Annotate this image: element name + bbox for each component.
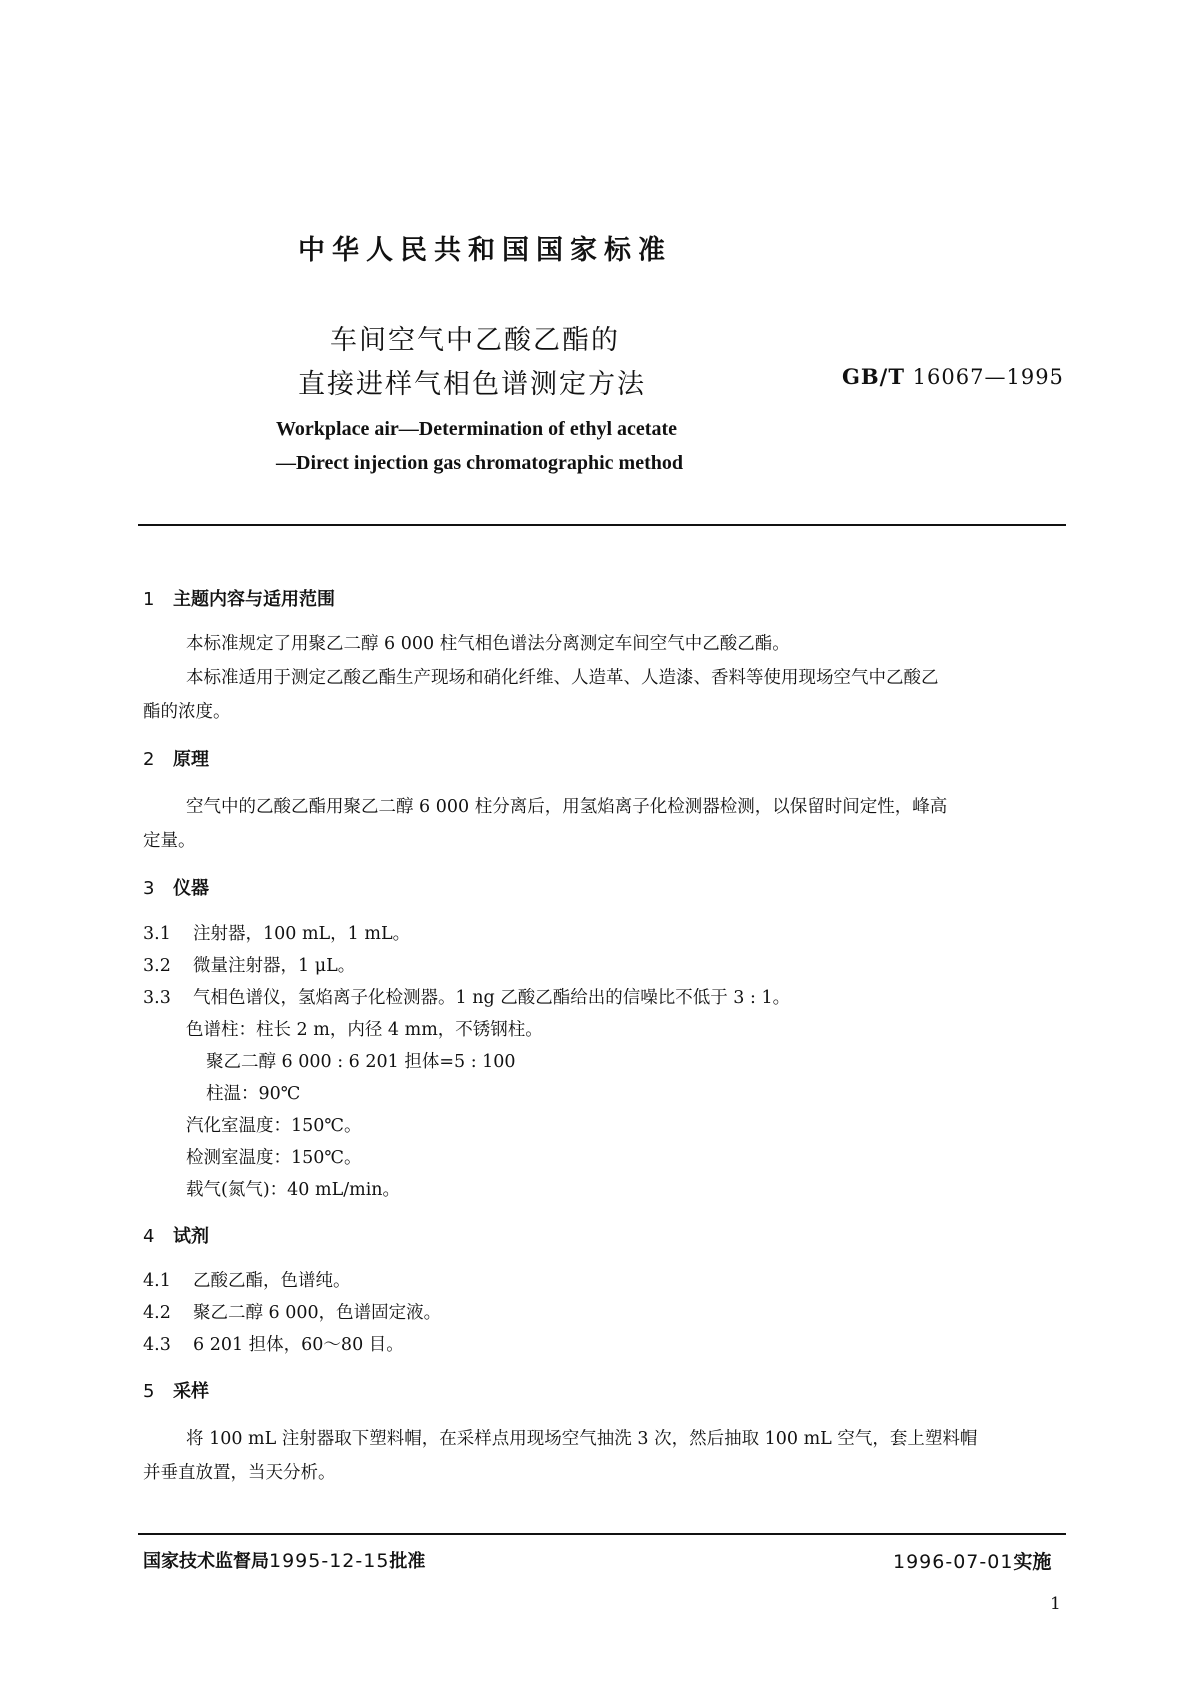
item-3-3: 3.3 气相色谱仪，氢焰离子化检测器。1 ng 乙酸乙酯给出的信噪比不低于 3 : 1。 xyxy=(143,988,791,1008)
item-4-3: 4.3 6 201 担体，60～80 目。 xyxy=(143,1335,404,1355)
section-2-paragraph: 空气中的乙酸乙酯用聚乙二醇 6 000 柱分离后，用氢焰离子化检测器检测，以保留时间定性，峰高 xyxy=(186,797,948,817)
vaporizer-temperature: 汽化室温度：150℃。 xyxy=(186,1116,362,1136)
section-3-heading: 3 仪器 xyxy=(143,878,209,899)
effective-date: 1996-07-01 xyxy=(893,1551,1014,1573)
item-4-1: 4.1 乙酸乙酯，色谱纯。 xyxy=(143,1271,351,1291)
page-number: 1 xyxy=(1050,1594,1061,1614)
column-spec: 色谱柱：柱长 2 m，内径 4 mm，不锈钢柱。 xyxy=(186,1020,543,1040)
standard-code: 16067—1995 xyxy=(912,365,1064,389)
item-3-1: 3.1 注射器，100 mL，1 mL。 xyxy=(143,924,411,944)
effective-line xyxy=(893,1547,1051,1574)
approval-word: 批准 xyxy=(389,1551,426,1572)
item-4-2: 4.2 聚乙二醇 6 000，色谱固定液。 xyxy=(143,1303,442,1323)
standard-number xyxy=(842,364,1064,389)
detector-temperature: 检测室温度：150℃。 xyxy=(186,1148,362,1168)
approver: 国家技术监督局 xyxy=(143,1551,269,1572)
section-1-paragraph-2-cont: 酯的浓度。 xyxy=(143,702,231,722)
section-5-heading: 5 采样 xyxy=(143,1381,209,1402)
chinese-title-line1: 车间空气中乙酸乙酯的 xyxy=(330,325,620,356)
column-temperature: 柱温：90℃ xyxy=(206,1084,301,1104)
section-2-heading: 2 原理 xyxy=(143,749,209,770)
section-5-paragraph: 将 100 mL 注射器取下塑料帽，在采样点用现场空气抽洗 3 次，然后抽取 100 mL 空气，套上塑料帽 xyxy=(186,1429,978,1449)
section-1-paragraph-1: 本标准规定了用聚乙二醇 6 000 柱气相色谱法分离测定车间空气中乙酸乙酯。 xyxy=(186,634,790,654)
column-packing: 聚乙二醇 6 000 : 6 201 担体=5 : 100 xyxy=(206,1052,516,1072)
approval-date: 1995-12-15 xyxy=(269,1550,390,1572)
section-5-paragraph-cont: 并垂直放置，当天分析。 xyxy=(143,1463,336,1483)
section-1-heading: 1 主题内容与适用范围 xyxy=(143,589,335,610)
footer-divider xyxy=(138,1533,1066,1535)
item-3-2: 3.2 微量注射器，1 μL。 xyxy=(143,956,356,976)
approval-line xyxy=(143,1547,425,1573)
effective-word: 实施 xyxy=(1013,1551,1052,1573)
header-divider xyxy=(138,524,1066,526)
national-standard-heading: 中华人民共和国国家标准 xyxy=(298,235,672,266)
carrier-gas: 载气(氮气)：40 mL/min。 xyxy=(186,1180,401,1200)
english-title-line2: —Direct injection gas chromatographic method xyxy=(276,452,683,474)
section-2-paragraph-cont: 定量。 xyxy=(143,831,196,851)
section-1-paragraph-2: 本标准适用于测定乙酸乙酯生产现场和硝化纤维、人造革、人造漆、香料等使用现场空气中乙酸乙 xyxy=(186,668,939,688)
section-4-heading: 4 试剂 xyxy=(143,1226,209,1247)
english-title-line1: Workplace air—Determination of ethyl acetate xyxy=(276,418,678,440)
chinese-title-line2: 直接进样气相色谱测定方法 xyxy=(298,369,646,400)
standard-prefix: GB/T xyxy=(842,364,905,389)
